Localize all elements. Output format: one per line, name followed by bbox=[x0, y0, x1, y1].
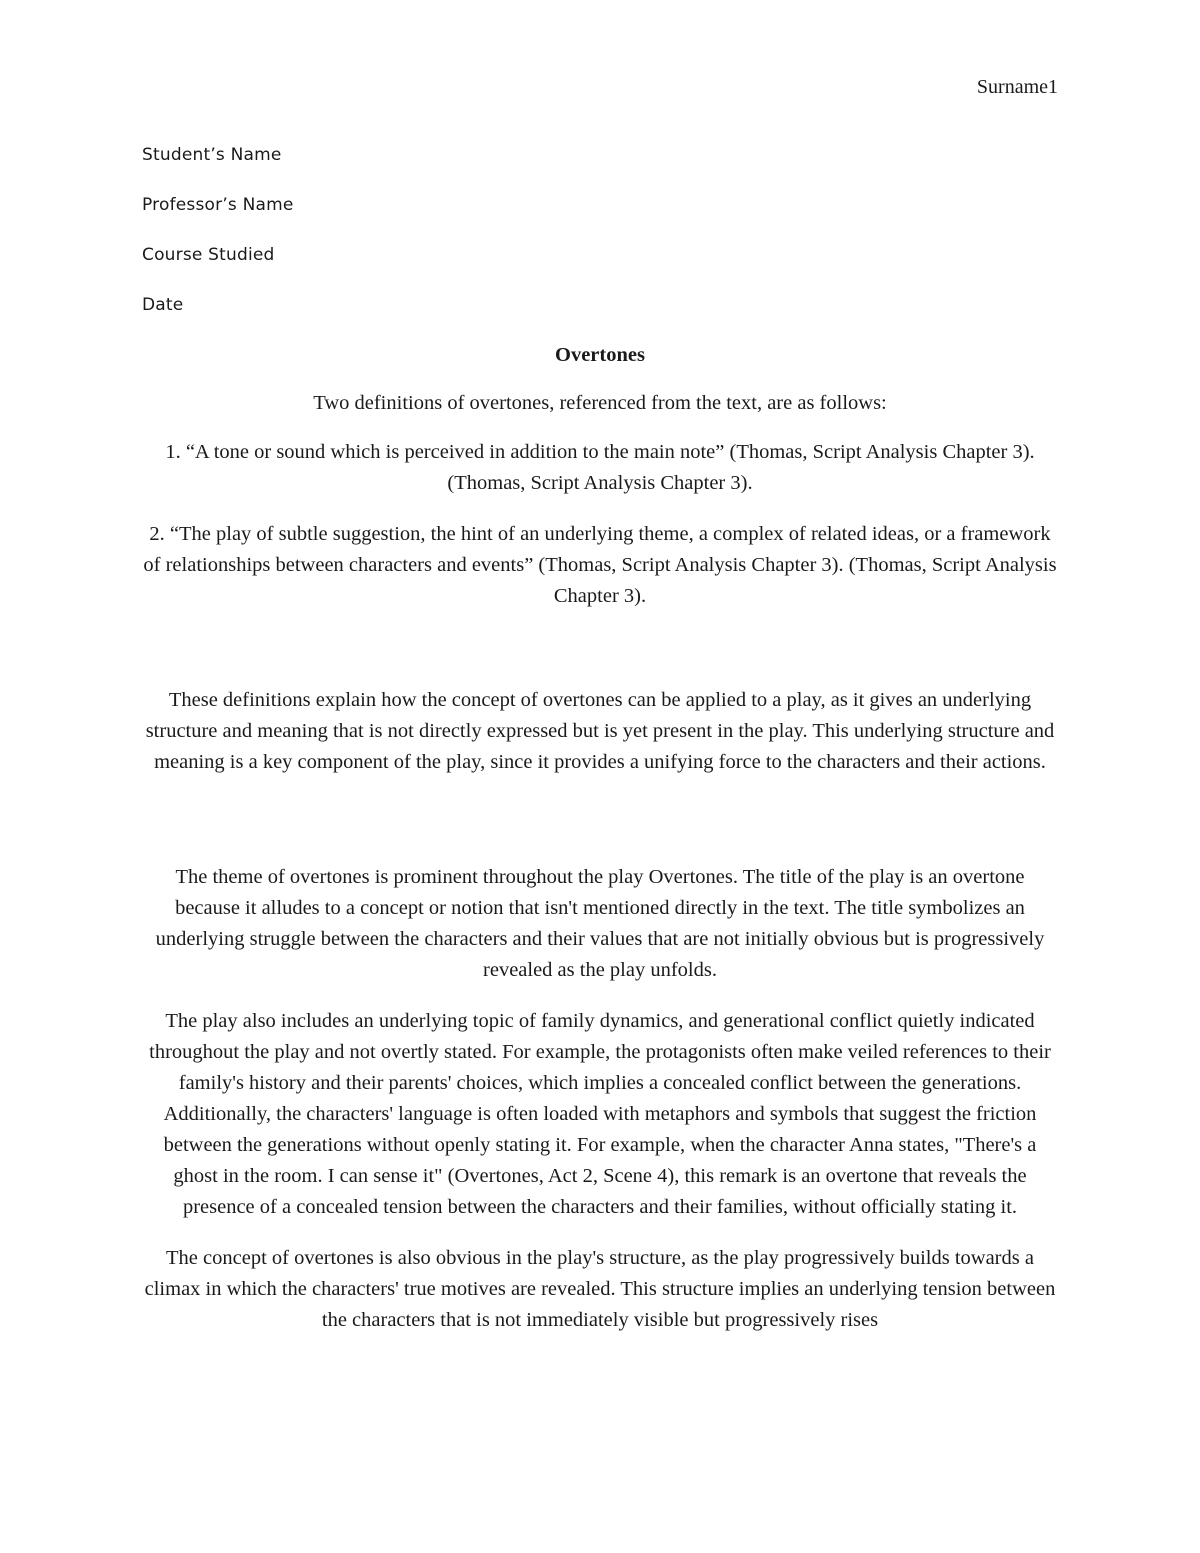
definition-2: 2. “The play of subtle suggestion, the hint of an underlying theme, a complex of related ideas, or a framework of relationships between characters and events” (Thomas, Script Analysis Chapter 3). (Thomas, Script Analysis Chapter 3). bbox=[143, 523, 1057, 607]
essay-body bbox=[142, 342, 1058, 1336]
course-name: Course Studied bbox=[142, 245, 275, 265]
definition-1: 1. “A tone or sound which is perceived in addition to the main note” (Thomas, Script Analysis Chapter 3). (Thomas, Script Analysis Chapter 3). bbox=[165, 441, 1035, 494]
paragraph-4: The concept of overtones is also obvious in the play's structure, as the play progressively builds towards a climax in which the characters' true motives are revealed. This structure implies an underlying tension between the characters that is not immediately visible but progressively rises bbox=[144, 1247, 1056, 1331]
essay-title: Overtones bbox=[555, 344, 645, 366]
paragraph-2: The theme of overtones is prominent throughout the play Overtones. The title of the play is an overtone because it alludes to a concept or notion that isn't mentioned directly in the text. The title symbolizes an underlying struggle between the characters and their values that are not initially obvious but is progressively revealed as the play unfolds. bbox=[155, 866, 1045, 981]
running-head: Surname1 bbox=[976, 76, 1058, 98]
professor-name: Professor’s Name bbox=[142, 195, 294, 215]
paragraph-3: The play also includes an underlying topic of family dynamics, and generational conflict quietly indicated throughout the play and not overtly stated. For example, the protagonists often make veiled references to their family's history and their parents' choices, which implies a concealed conflict between the generations. Additionally, the characters' language is often loaded with metaphors and symbols that suggest the friction between the generations without openly stating it. For example, when the character Anna states, "There's a ghost in the room. I can sense it" (Overtones, Act 2, Scene 4), this remark is an overtone that reveals the presence of a concealed tension between the characters and their families, without officially stating it. bbox=[149, 1010, 1051, 1218]
paragraph-1: These definitions explain how the concept of overtones can be applied to a play, as it gives an underlying structure and meaning that is not directly expressed but is yet present in the play. This underlying structure and meaning is a key component of the play, since it provides a unifying force to the characters and their actions. bbox=[145, 689, 1055, 773]
intro-line: Two definitions of overtones, referenced from the text, are as follows: bbox=[313, 392, 887, 414]
date-line: Date bbox=[142, 295, 184, 315]
student-name: Student’s Name bbox=[142, 145, 282, 165]
